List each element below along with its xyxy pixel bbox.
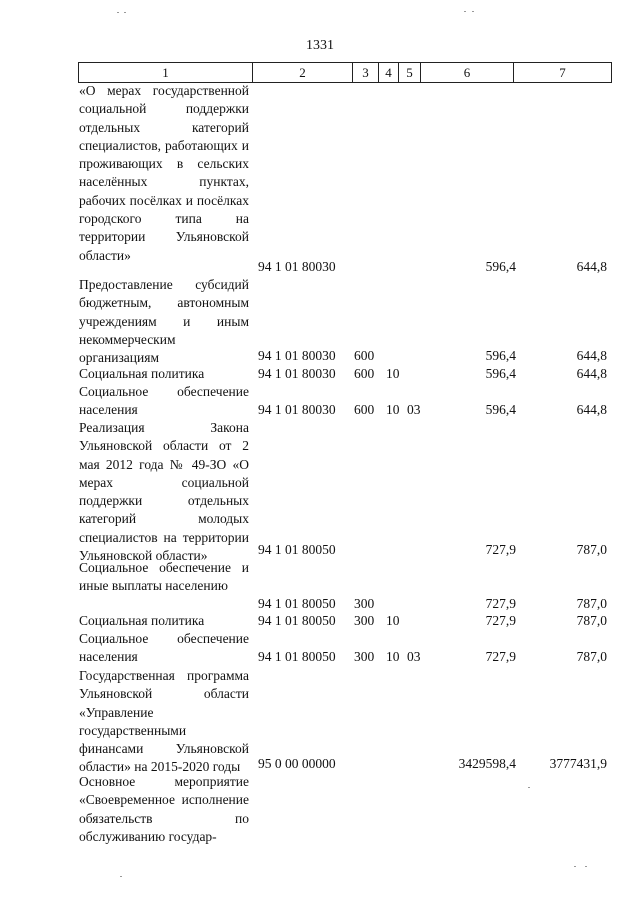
scan-speck <box>585 866 587 867</box>
row-amount-col6: 727,9 <box>485 649 516 664</box>
row-vr-code: 300 <box>354 596 375 611</box>
row-vr-code: 300 <box>354 613 375 628</box>
row-csr-code: 94 1 01 80050 <box>258 542 336 557</box>
row-vr-code: 600 <box>354 348 375 363</box>
row-amount-col6: 727,9 <box>485 596 516 611</box>
scan-speck <box>574 866 576 867</box>
column-header-7: 7 <box>513 63 612 82</box>
scan-speck <box>120 876 122 877</box>
page-number: 1331 <box>306 38 334 53</box>
row-amount-col6: 727,9 <box>485 542 516 557</box>
row-name: Предоставление субсидий бюджетным, автономным учреждениям и иным некоммерческим организациям <box>79 277 249 366</box>
row-amount-col7: 644,8 <box>576 259 607 274</box>
row-name: Социальная политика <box>79 366 205 381</box>
column-header-5: 5 <box>398 63 420 82</box>
row-csr-code: 94 1 01 80030 <box>258 259 336 274</box>
row-vr-code: 300 <box>354 649 375 664</box>
column-header-4: 4 <box>378 63 398 82</box>
row-amount-col7: 644,8 <box>576 366 607 381</box>
row-name: Социальная политика <box>79 613 205 628</box>
row-csr-code: 94 1 01 80050 <box>258 596 336 611</box>
row-rz-code: 10 <box>386 402 400 417</box>
row-amount-col7: 787,0 <box>576 613 607 628</box>
row-amount-col6: 596,4 <box>485 366 516 381</box>
row-pr-code: 03 <box>407 649 421 664</box>
row-name: Социальное обеспечение и иные выплаты населению <box>79 560 249 594</box>
row-csr-code: 94 1 01 80030 <box>258 402 336 417</box>
row-amount-col7: 644,8 <box>576 402 607 417</box>
row-amount-col7: 644,8 <box>576 348 607 363</box>
row-vr-code: 600 <box>354 402 375 417</box>
row-name: Социальное обеспечение населения <box>79 384 249 418</box>
scan-speck <box>124 12 126 13</box>
row-amount-col6: 596,4 <box>485 348 516 363</box>
row-csr-code: 94 1 01 80030 <box>258 348 336 363</box>
row-amount-col7: 787,0 <box>576 596 607 611</box>
table-header <box>78 62 612 83</box>
scan-speck <box>464 11 466 12</box>
scan-speck <box>117 12 119 13</box>
row-csr-code: 94 1 01 80050 <box>258 613 336 628</box>
row-name: «О мерах государственной социальной поддержки отдельных категорий специалистов, работающих и проживающих в сельских населённых пунктах, рабочих посёлках и посёлках городского типа на территории Ульяновской области» <box>79 83 249 263</box>
row-name: Реализация Закона Ульяновской области от 2 мая 2012 года № 49-ЗО «О мерах социальной поддержки отдельных категорий молодых специалистов на территории Ульяновской области» <box>79 420 249 564</box>
column-header-6: 6 <box>420 63 513 82</box>
row-name: Основное мероприятие «Своевременное исполнение обязательств по обслуживанию государ- <box>79 774 249 844</box>
row-pr-code: 03 <box>407 402 421 417</box>
scan-speck <box>472 11 474 12</box>
row-amount-col6: 727,9 <box>485 613 516 628</box>
column-header-3: 3 <box>352 63 378 82</box>
row-rz-code: 10 <box>386 649 400 664</box>
row-amount-col7: 787,0 <box>576 649 607 664</box>
scan-speck <box>528 787 530 788</box>
column-header-2: 2 <box>252 63 352 82</box>
row-name: Государственная программа Ульяновской области «Управление государственными финансами Ульяновской области» на 2015-2020 годы <box>79 668 249 775</box>
row-csr-code: 94 1 01 80050 <box>258 649 336 664</box>
row-amount-col7: 3777431,9 <box>549 756 607 771</box>
row-name: Социальное обеспечение населения <box>79 631 249 665</box>
row-csr-code: 94 1 01 80030 <box>258 366 336 381</box>
row-amount-col6: 596,4 <box>485 259 516 274</box>
row-rz-code: 10 <box>386 613 400 628</box>
column-header-1: 1 <box>78 63 252 82</box>
row-amount-col6: 596,4 <box>485 402 516 417</box>
row-rz-code: 10 <box>386 366 400 381</box>
row-csr-code: 95 0 00 00000 <box>258 756 336 771</box>
row-vr-code: 600 <box>354 366 375 381</box>
row-amount-col7: 787,0 <box>576 542 607 557</box>
row-amount-col6: 3429598,4 <box>458 756 516 771</box>
